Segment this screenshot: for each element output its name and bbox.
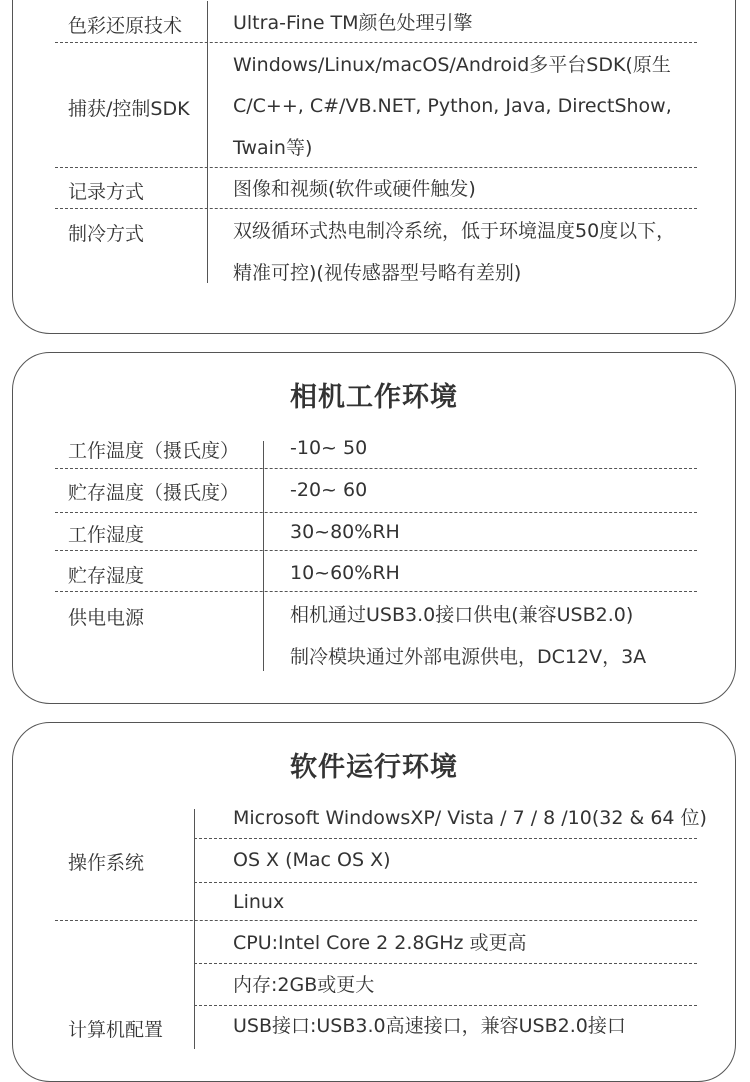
os-item-linux: Linux bbox=[233, 891, 285, 913]
row-value-record-mode: 图像和视频(软件或硬件触发) bbox=[233, 178, 476, 200]
config-item-memory: 内存:2GB或更大 bbox=[233, 974, 375, 996]
row-value-sdk-line1: Windows/Linux/macOS/Android多平台SDK(原生 bbox=[233, 54, 671, 76]
os-item-windows: Microsoft WindowsXP/ Vista / 7 / 8 /10(32 & 64 位) bbox=[233, 807, 707, 829]
column-divider bbox=[194, 809, 195, 1049]
row-separator bbox=[55, 208, 697, 209]
spec-card-software-environment bbox=[12, 722, 736, 1082]
group-separator bbox=[55, 920, 697, 921]
row-value-color-tech: Ultra-Fine TM颜色处理引擎 bbox=[233, 12, 473, 34]
row-value-sdk-line2: C/C++, C#/VB.NET, Python, Java, DirectShow, bbox=[233, 95, 672, 117]
row-label-operating-humidity: 工作湿度 bbox=[68, 524, 145, 546]
card-title: 相机工作环境 bbox=[290, 382, 458, 413]
column-divider bbox=[263, 441, 264, 671]
row-label-power-supply: 供电电源 bbox=[68, 607, 145, 629]
row-label-color-tech: 色彩还原技术 bbox=[68, 15, 183, 37]
row-separator bbox=[55, 591, 697, 592]
row-label-storage-temp: 贮存温度（摄氏度） bbox=[68, 482, 240, 504]
row-value-sdk-line3: Twain等) bbox=[233, 137, 313, 159]
group-label-computer-config: 计算机配置 bbox=[68, 1019, 164, 1041]
row-label-sdk: 捕获/控制SDK bbox=[68, 98, 190, 120]
card-title: 软件运行环境 bbox=[290, 752, 458, 783]
group-label-os: 操作系统 bbox=[68, 852, 145, 874]
row-value-operating-temp: -10~ 50 bbox=[290, 437, 368, 459]
row-value-power-supply-line1: 相机通过USB3.0接口供电(兼容USB2.0) bbox=[290, 604, 634, 626]
row-label-cooling: 制冷方式 bbox=[68, 223, 145, 245]
row-separator bbox=[55, 42, 697, 43]
row-value-operating-humidity: 30~80%RH bbox=[290, 521, 400, 543]
column-divider bbox=[207, 1, 208, 283]
row-value-cooling-line2: 精准可控)(视传感器型号略有差别) bbox=[233, 262, 522, 284]
row-label-operating-temp: 工作温度（摄氏度） bbox=[68, 440, 240, 462]
row-label-storage-humidity: 贮存湿度 bbox=[68, 565, 145, 587]
os-item-macos: OS X (Mac OS X) bbox=[233, 849, 391, 871]
row-separator bbox=[55, 468, 697, 469]
row-separator bbox=[55, 550, 697, 551]
row-value-storage-temp: -20~ 60 bbox=[290, 479, 368, 501]
row-label-record-mode: 记录方式 bbox=[68, 181, 145, 203]
row-value-cooling-line1: 双级循环式热电制冷系统，低于环境温度50度以下， bbox=[233, 220, 676, 242]
spec-card-imaging bbox=[12, 0, 736, 334]
row-value-power-supply-line2: 制冷模块通过外部电源供电，DC12V，3A bbox=[290, 646, 647, 668]
row-value-storage-humidity: 10~60%RH bbox=[290, 562, 400, 584]
config-item-cpu: CPU:Intel Core 2 2.8GHz 或更高 bbox=[233, 932, 527, 954]
config-item-usb: USB接口:USB3.0高速接口，兼容USB2.0接口 bbox=[233, 1015, 626, 1037]
spec-card-working-environment bbox=[12, 352, 736, 704]
